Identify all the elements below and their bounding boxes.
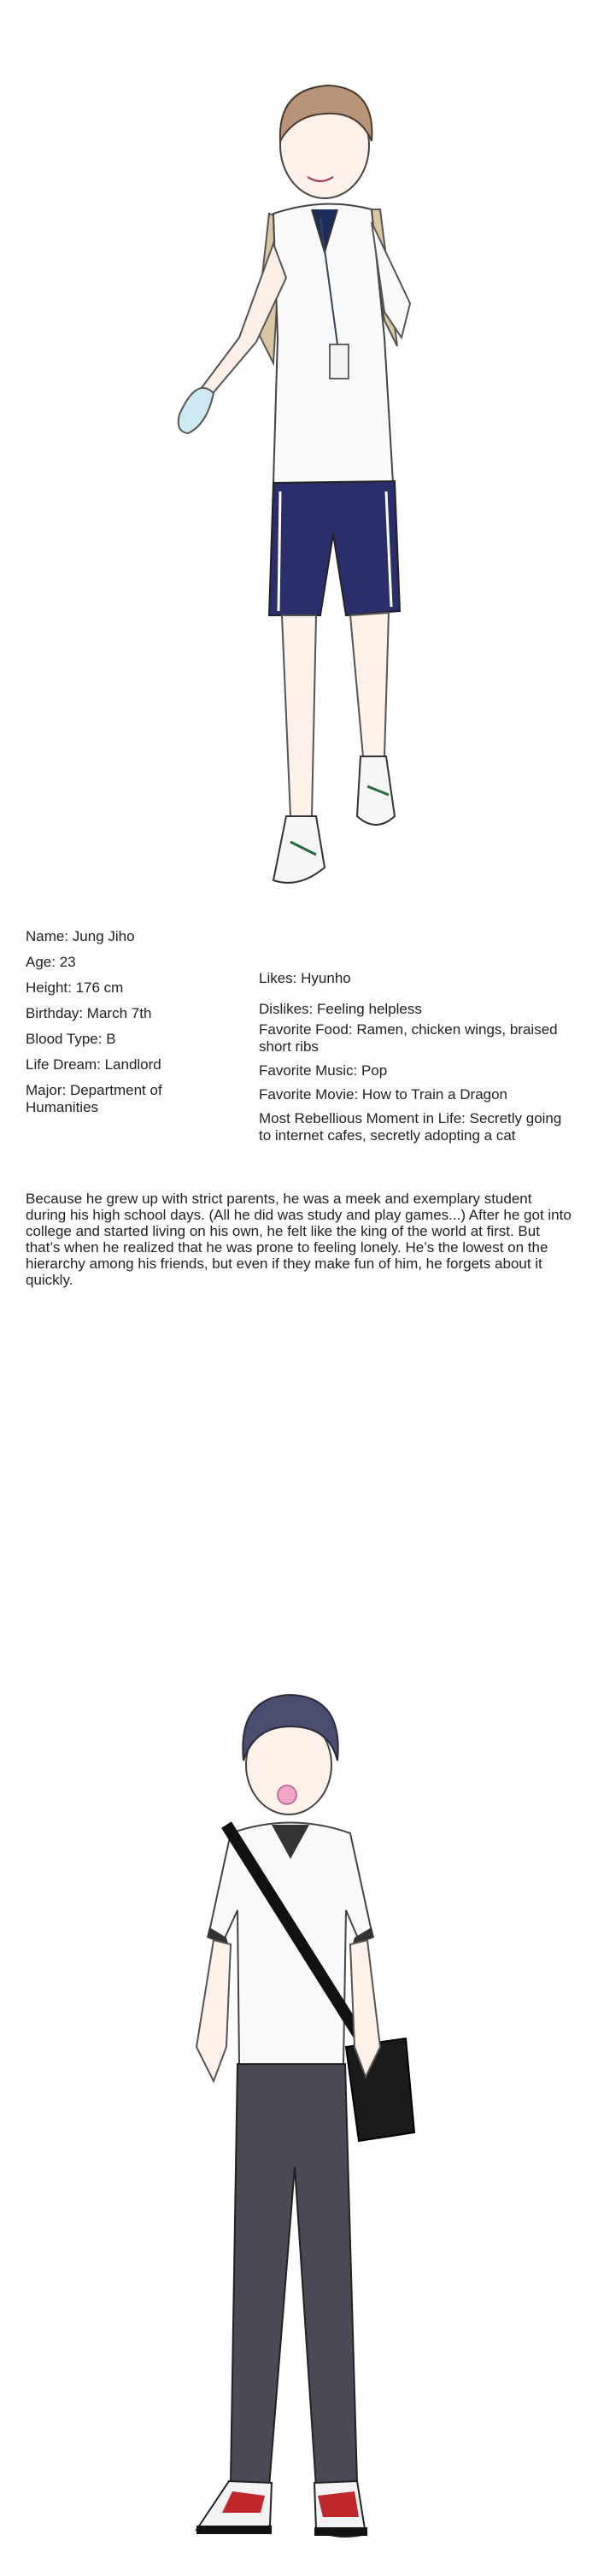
head [243, 1695, 337, 1814]
water-bottle-icon [179, 388, 214, 433]
profile-major: Major: Department of Humanities [26, 1082, 162, 1115]
profile-favorite-music: Favorite Music: Pop [259, 1062, 388, 1079]
profile-favorite-food: Favorite Food: Ramen, chicken wings, braised short ribs [259, 1021, 558, 1055]
profile-dislikes: Dislikes: Feeling helpless [259, 1001, 422, 1017]
profile-left-column [26, 928, 231, 1125]
id-badge [330, 344, 349, 379]
trousers [231, 2064, 357, 2487]
profile-favorite-movie: Favorite Movie: How to Train a Dragon [259, 1086, 508, 1103]
profile-age: Age: 23 [26, 954, 76, 970]
profile-likes: Likes: Hyunho [259, 970, 351, 986]
character-illustration-jiho [128, 81, 453, 919]
profile-blood-type: Blood Type: B [26, 1031, 116, 1047]
character-bio: Because he grew up with strict parents, he was a meek and exemplary student during his high school days. (All he did was study and play games...) After he got into college and started living on his own, he felt like the king of the world at first. But that’s when he realized that he was prone to feeling lonely. He’s the lowest on the hierarchy among his friends, but even if they make fun of him, he forgets about it quickly. [26, 1191, 572, 1288]
profile-name: Name: Jung Jiho [26, 928, 135, 944]
profile-right-column [259, 970, 575, 1148]
bubble-gum-icon [278, 1785, 296, 1804]
shorts [269, 481, 400, 615]
profile-rebellious-moment: Most Rebellious Moment in Life: Secretly going to internet cafes, secretly adopting a cat [259, 1110, 562, 1144]
character-illustration-friend [162, 1688, 453, 2560]
profile-birthday: Birthday: March 7th [26, 1005, 152, 1021]
head [280, 85, 372, 198]
sneakers [196, 2481, 367, 2537]
profile-life-dream: Life Dream: Landlord [26, 1056, 161, 1073]
profile-height: Height: 176 cm [26, 979, 124, 996]
